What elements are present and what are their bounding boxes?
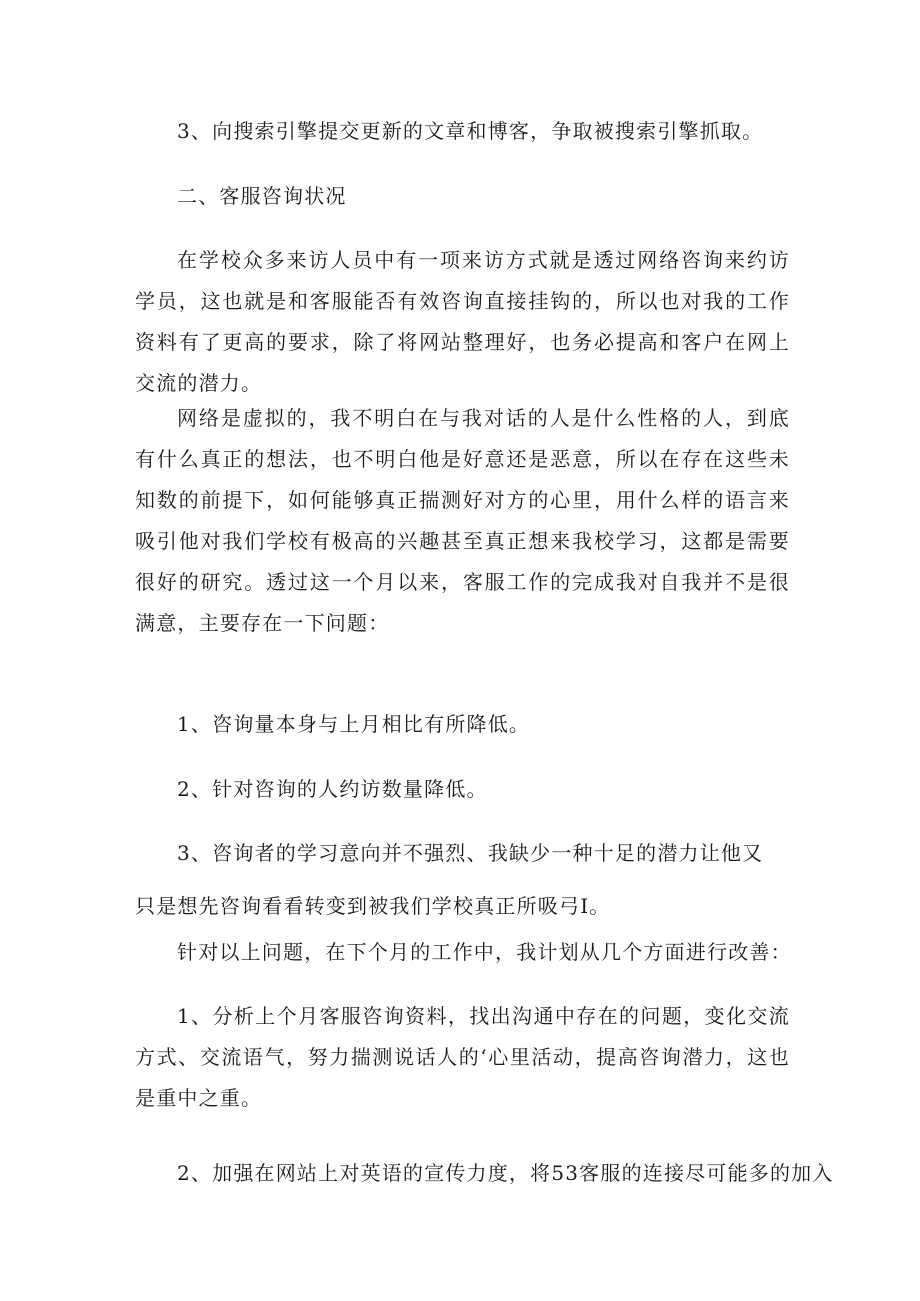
- list-item-improvement-1: 1、分析上个月客服咨询资料，找出沟通中存在的问题，变化交流方式、交流语气，努力揣测说话人的‘心里活动，提高咨询潜力，这也是重中之重。: [135, 1004, 790, 1110]
- paragraph-search-engine-submit: 3、向搜索引擎提交更新的文章和博客，争取被搜索引擎抓取。: [177, 119, 764, 143]
- paragraph-virtual-network: 网络是虚拟的，我不明白在与我对话的人是什么性格的人，到底有什么真正的想法，也不明白他是好意还是恶意，所以在存在这些未知数的前提下，如何能够真正揣测好对方的心里，用什么样的语言来吸引他对我们学校有极高的兴趣甚至真正想来我校学习，这都是需要很好的研究。透过这一个月以来，客服工作的完成我对自我并不是很满意，主要存在一下问题：: [135, 406, 790, 635]
- paragraph-improvement-plan: 针对以上问题，在下个月的工作中，我计划从几个方面进行改善：: [177, 940, 792, 964]
- list-item-problem-3-continued: 只是想先咨询看看转变到被我们学校真正所吸弓I。: [135, 894, 611, 918]
- list-item-problem-1: 1、咨询量本身与上月相比有所降低。: [177, 712, 531, 736]
- list-item-improvement-2: 2、加强在网站上对英语的宣传力度，将53客服的连接尽可能多的加入: [177, 1161, 834, 1185]
- paragraph-online-consultation: 在学校众多来访人员中有一项来访方式就是透过网络咨询来约访学员，这也就是和客服能否有效咨询直接挂钩的，所以也对我的工作资料有了更高的要求，除了将网站整理好，也务必提高和客户在网上交流的潜力。: [135, 248, 790, 395]
- list-item-problem-3: 3、咨询者的学习意向并不强烈、我缺少一种十足的潜力让他又: [177, 841, 764, 865]
- section-heading-customer-service: 二、客服咨询状况: [177, 184, 347, 208]
- list-item-problem-2: 2、针对咨询的人约访数量降低。: [177, 777, 488, 801]
